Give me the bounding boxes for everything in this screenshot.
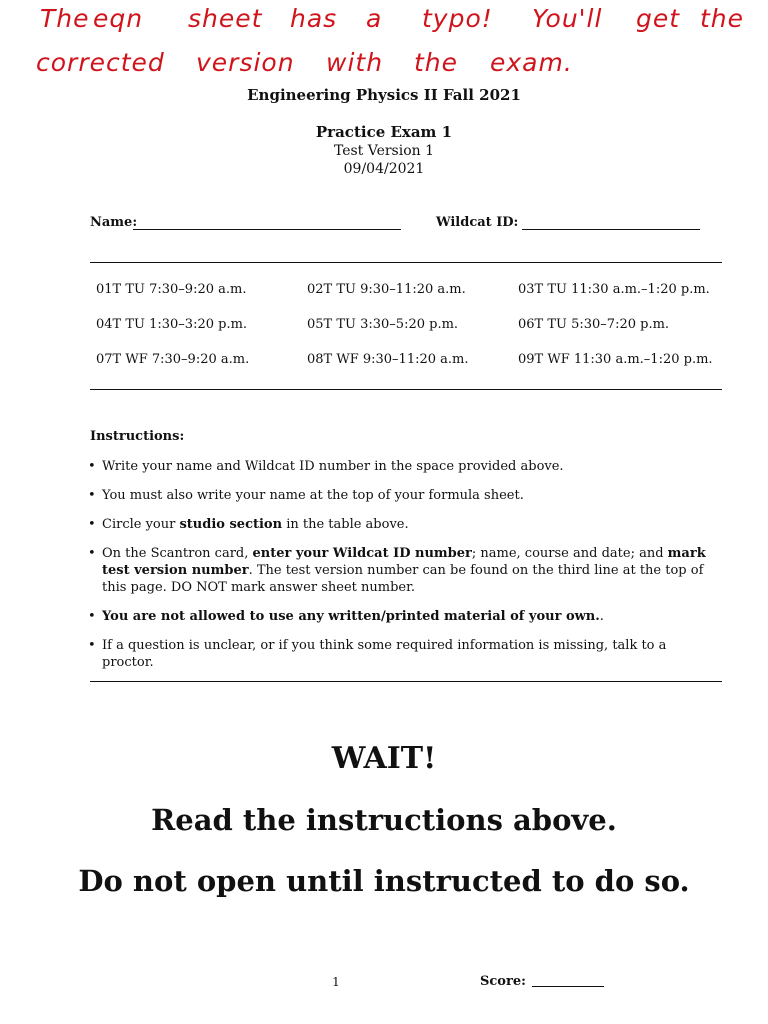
hand-word: version — [196, 48, 295, 77]
bullet-icon: • — [88, 459, 96, 474]
bullet-icon: • — [88, 488, 96, 503]
instruction-text: in the table above. — [282, 517, 409, 532]
score-field — [480, 974, 604, 989]
bullet-icon: • — [88, 638, 96, 653]
hand-word: corrected — [36, 48, 165, 77]
section-cell[interactable]: 08T WF 9:30–11:20 a.m. — [307, 352, 469, 367]
divider — [90, 681, 722, 682]
hand-word: You'll — [532, 4, 603, 33]
wildcat-id-label: Wildcat ID: — [436, 215, 519, 230]
section-row — [96, 352, 716, 387]
wait-heading: WAIT! — [331, 741, 437, 776]
section-cell[interactable]: 04T TU 1:30–3:20 p.m. — [96, 317, 248, 332]
identity-fields — [90, 215, 710, 235]
bullet-icon: • — [88, 517, 96, 532]
list-item — [88, 487, 718, 504]
instruction-text: ; name, course and date; and — [471, 546, 668, 561]
bullet-icon: • — [88, 609, 96, 624]
instruction-text: If a question is unclear, or if you think some required information is missing, talk to a proctor. — [102, 638, 667, 670]
wildcat-id-field[interactable] — [522, 229, 700, 230]
name-field[interactable] — [133, 229, 401, 230]
course-title: Engineering Physics II Fall 2021 — [247, 86, 521, 104]
section-row — [96, 282, 716, 317]
divider — [90, 262, 722, 263]
page-number: 1 — [332, 975, 340, 989]
section-cell[interactable]: 07T WF 7:30–9:20 a.m. — [96, 352, 250, 367]
section-cell[interactable]: 09T WF 11:30 a.m.–1:20 p.m. — [518, 352, 713, 367]
score-blank[interactable] — [532, 986, 604, 987]
do-not-open-notice: Do not open until instructed to do so. — [78, 864, 690, 898]
instructions-list — [88, 458, 718, 683]
hand-word: the — [414, 48, 459, 77]
instruction-emphasis: studio section — [179, 517, 283, 532]
section-cell[interactable]: 02T TU 9:30–11:20 a.m. — [307, 282, 466, 297]
hand-word: typo! — [422, 4, 493, 33]
exam-title: Practice Exam 1 — [315, 123, 453, 141]
handwritten-line-2 — [0, 48, 768, 80]
hand-word: a — [366, 4, 383, 33]
instruction-text: . — [599, 609, 604, 624]
section-table — [96, 282, 716, 387]
hand-word: sheet — [188, 4, 263, 33]
exam-date: 09/04/2021 — [343, 161, 425, 177]
divider — [90, 389, 722, 390]
section-row — [96, 317, 716, 352]
hand-word: The — [40, 4, 90, 33]
hand-word: with — [326, 48, 384, 77]
hand-word: has — [290, 4, 338, 33]
bullet-icon: • — [88, 546, 96, 561]
section-cell[interactable]: 01T TU 7:30–9:20 a.m. — [96, 282, 247, 297]
instruction-text: You must also write your name at the top of your formula sheet. — [102, 488, 524, 503]
instructions-heading: Instructions: — [90, 429, 185, 444]
list-item — [88, 458, 718, 475]
list-item — [88, 637, 718, 671]
score-label: Score: — [480, 974, 526, 989]
list-item — [88, 516, 718, 533]
instruction-text: . The test version number can be found on the third line at the top of this page. DO NOT mark answer sheet number. — [102, 563, 704, 595]
hand-word: exam. — [490, 48, 573, 77]
handwritten-note — [0, 0, 768, 90]
list-item — [88, 608, 718, 625]
name-label: Name: — [90, 215, 138, 230]
instruction-emphasis: You are not allowed to use any written/printed material of your own. — [102, 609, 600, 624]
hand-word: get — [636, 4, 681, 33]
instruction-text: Write your name and Wildcat ID number in the space provided above. — [102, 459, 564, 474]
instruction-text: On the Scantron card, — [102, 546, 253, 561]
handwritten-line-1 — [0, 4, 768, 36]
read-instructions-notice: Read the instructions above. — [151, 803, 617, 837]
instruction-text: Circle your — [102, 517, 180, 532]
test-version: Test Version 1 — [333, 143, 435, 159]
section-cell[interactable]: 06T TU 5:30–7:20 p.m. — [518, 317, 670, 332]
hand-word: eqn — [93, 4, 144, 33]
instruction-emphasis: mark test version number — [102, 546, 706, 578]
hand-word: the — [700, 4, 745, 33]
list-item — [88, 545, 718, 596]
section-cell[interactable]: 03T TU 11:30 a.m.–1:20 p.m. — [518, 282, 710, 297]
instruction-emphasis: enter your Wildcat ID number — [252, 546, 472, 561]
section-cell[interactable]: 05T TU 3:30–5:20 p.m. — [307, 317, 459, 332]
